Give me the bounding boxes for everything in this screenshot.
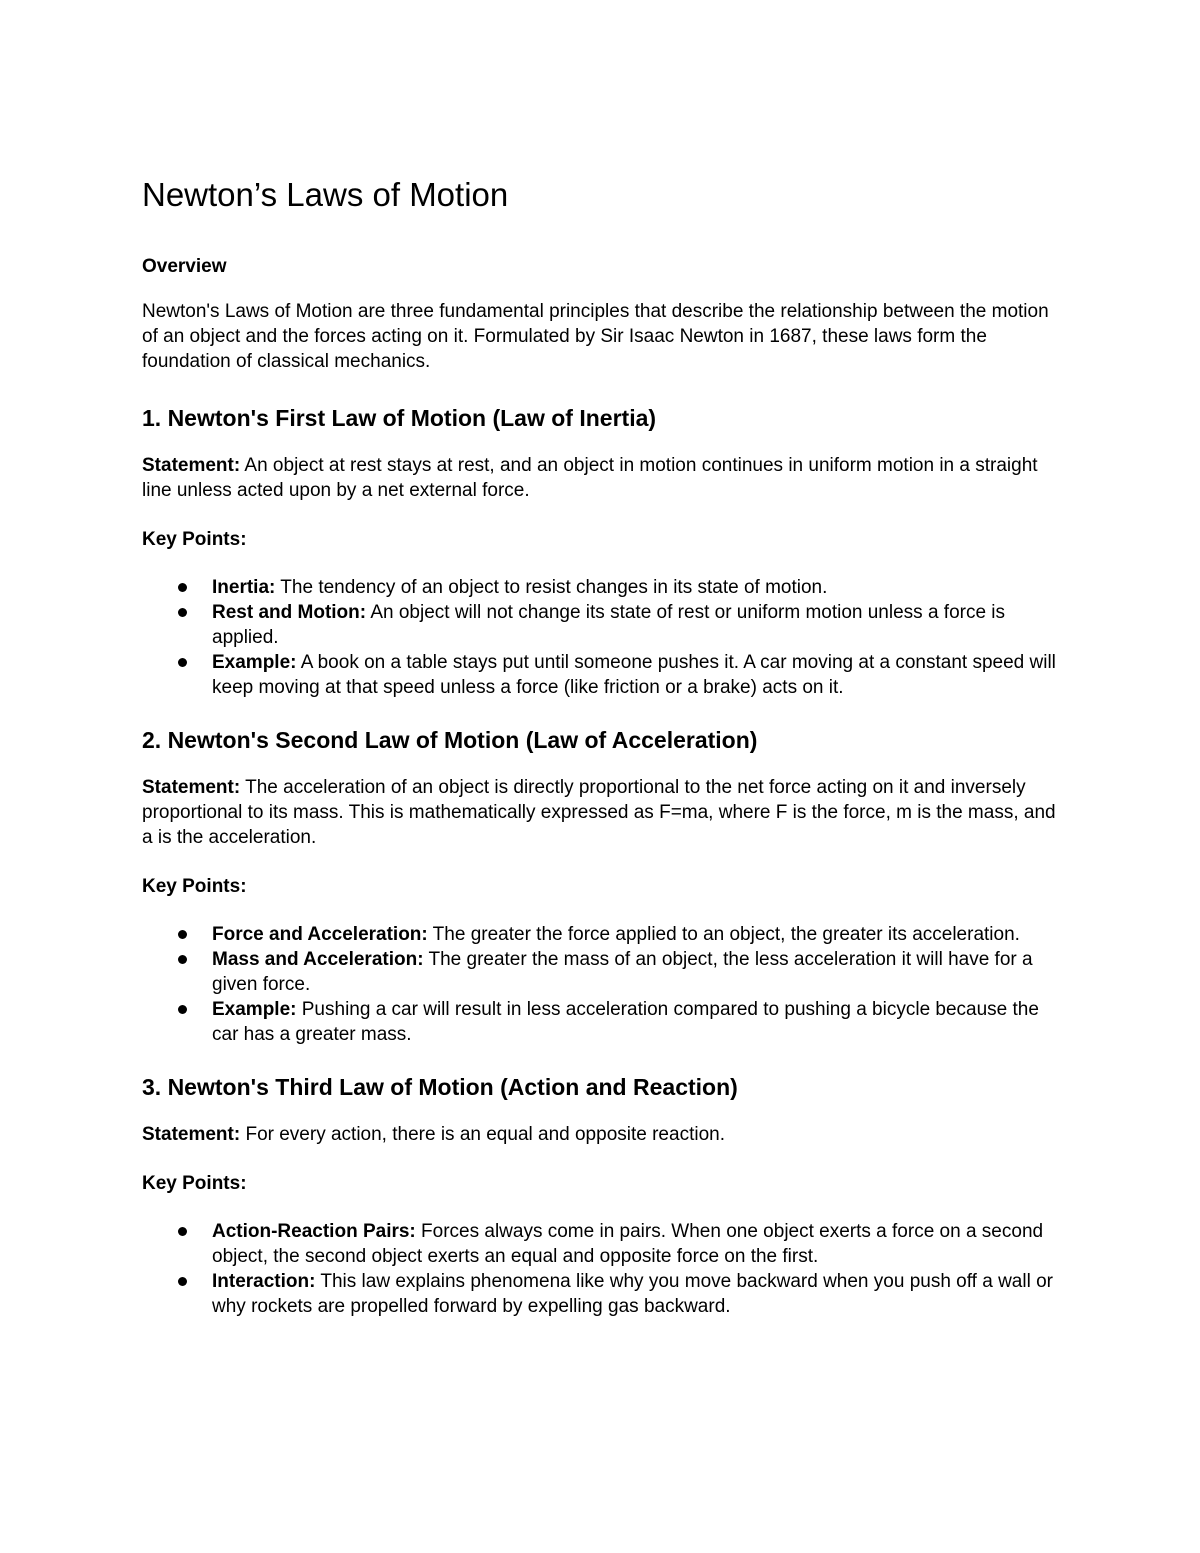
statement-text: The acceleration of an object is directly proportional to the net force acting on it and inversely proportional to its mass. This is mathematically expressed as F=ma, where F is the force, m is the mass, and a is the acceleration. bbox=[142, 777, 1056, 848]
key-points-list bbox=[142, 1219, 1062, 1319]
statement-label: Statement: bbox=[142, 455, 241, 476]
law-section-2 bbox=[142, 726, 1062, 1047]
key-points-label: Key Points: bbox=[142, 876, 247, 897]
point-text: This law explains phenomena like why you move backward when you push off a wall or why rockets are propelled forward by expelling gas backward. bbox=[212, 1271, 1053, 1317]
overview-heading: Overview bbox=[142, 256, 227, 277]
document-page bbox=[142, 176, 1062, 1345]
point-label: Example: bbox=[212, 999, 297, 1020]
key-points-label: Key Points: bbox=[142, 1173, 247, 1194]
bullet-icon bbox=[178, 1227, 187, 1236]
statement-paragraph bbox=[142, 775, 1062, 850]
point-label: Inertia: bbox=[212, 577, 276, 598]
statement-label: Statement: bbox=[142, 1124, 241, 1145]
point-text: Forces always come in pairs. When one object exerts a force on a second object, the second object exerts an equal and opposite force on the first. bbox=[212, 1221, 1044, 1267]
point-label: Rest and Motion: bbox=[212, 602, 367, 623]
bullet-icon bbox=[178, 1277, 187, 1286]
point-text: The tendency of an object to resist changes in its state of motion. bbox=[275, 577, 828, 598]
key-points-list bbox=[142, 575, 1062, 700]
key-points-list bbox=[142, 922, 1062, 1047]
point-label: Action-Reaction Pairs: bbox=[212, 1221, 416, 1242]
statement-text: For every action, there is an equal and opposite reaction. bbox=[240, 1124, 725, 1145]
page-title: Newton’s Laws of Motion bbox=[142, 176, 509, 213]
overview-paragraph: Newton's Laws of Motion are three fundamental principles that describe the relationship between the motion of an object and the forces acting on it. Formulated by Sir Isaac Newton in 1687, these laws form the foundation of classical mechanics. bbox=[142, 301, 1049, 372]
point-text: The greater the force applied to an object, the greater its acceleration. bbox=[427, 924, 1020, 945]
bullet-icon bbox=[178, 608, 187, 617]
list-item bbox=[142, 997, 1062, 1047]
point-label: Force and Acceleration: bbox=[212, 924, 428, 945]
point-text: Pushing a car will result in less acceleration compared to pushing a bicycle because the car has a greater mass. bbox=[212, 999, 1039, 1045]
bullet-icon bbox=[178, 658, 187, 667]
statement-label: Statement: bbox=[142, 777, 241, 798]
law-heading: 2. Newton's Second Law of Motion (Law of Acceleration) bbox=[142, 727, 758, 753]
statement-text: An object at rest stays at rest, and an object in motion continues in uniform motion in a straight line unless acted upon by a net external force. bbox=[142, 455, 1038, 501]
point-label: Example: bbox=[212, 652, 297, 673]
bullet-icon bbox=[178, 583, 187, 592]
bullet-icon bbox=[178, 1005, 187, 1014]
list-item bbox=[142, 650, 1062, 700]
law-heading: 3. Newton's Third Law of Motion (Action and Reaction) bbox=[142, 1074, 738, 1100]
statement-paragraph bbox=[142, 453, 1062, 503]
bullet-icon bbox=[178, 955, 187, 964]
point-text: An object will not change its state of rest or uniform motion unless a force is applied. bbox=[212, 602, 1006, 648]
point-label: Interaction: bbox=[212, 1271, 316, 1292]
law-section-3 bbox=[142, 1073, 1062, 1319]
point-text: A book on a table stays put until someone pushes it. A car moving at a constant speed will keep moving at that speed unless a force (like friction or a brake) acts on it. bbox=[212, 652, 1056, 698]
list-item bbox=[142, 1269, 1062, 1319]
law-section-1 bbox=[142, 404, 1062, 700]
list-item bbox=[142, 600, 1062, 650]
bullet-icon bbox=[178, 930, 187, 939]
list-item bbox=[142, 922, 1062, 947]
statement-paragraph bbox=[142, 1122, 1062, 1147]
point-text: The greater the mass of an object, the less acceleration it will have for a given force. bbox=[212, 949, 1033, 995]
key-points-label: Key Points: bbox=[142, 529, 247, 550]
law-heading: 1. Newton's First Law of Motion (Law of Inertia) bbox=[142, 405, 657, 431]
list-item bbox=[142, 1219, 1062, 1269]
list-item bbox=[142, 947, 1062, 997]
point-label: Mass and Acceleration: bbox=[212, 949, 424, 970]
list-item bbox=[142, 575, 1062, 600]
